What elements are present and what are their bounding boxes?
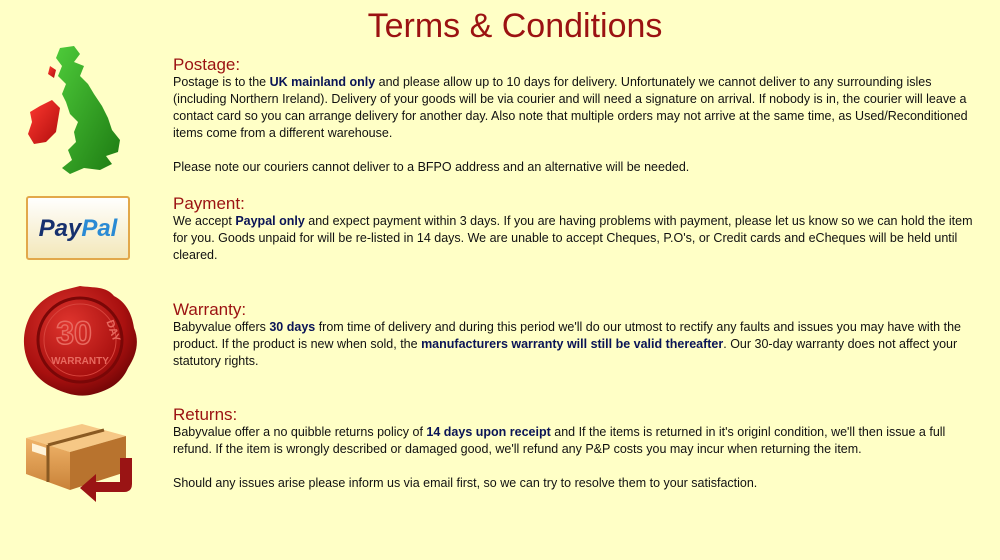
returns-section bbox=[173, 405, 973, 492]
paypal-text-pal: Pal bbox=[81, 215, 118, 242]
payment-emphasis: Paypal only bbox=[235, 214, 305, 228]
seal-warranty-text: WARRANTY bbox=[51, 356, 109, 367]
returns-heading: Returns: bbox=[173, 405, 238, 424]
postage-heading: Postage: bbox=[173, 55, 241, 74]
warranty-seal-icon bbox=[22, 284, 140, 398]
seal-number: 30 bbox=[56, 315, 92, 351]
paypal-text-pay: Pay bbox=[38, 215, 82, 242]
warranty-section bbox=[173, 300, 973, 370]
payment-text: We accept Paypal only and expect payment within 3 days. If you are having problems with payment, please let us know so we can hold the item for you. Goods unpaid for will be re-listed in 14 days. We are unable to accept Cheques, P.O's, or Credit cards and eCheques will be held until cleared. bbox=[173, 214, 973, 262]
warranty-text: Babyvalue offers 30 days from time of delivery and during this period we'll do our utmost to rectify any faults and issues you may have with the product. If the product is new when sold, the manufacturers warranty will still be valid thereafter. Our 30-day warranty does not affect your statutory rights. bbox=[173, 320, 961, 368]
warranty-heading: Warranty: bbox=[173, 300, 247, 319]
warranty-manufacturer-emphasis: manufacturers warranty will still be valid thereafter bbox=[421, 337, 724, 351]
postage-section bbox=[173, 55, 973, 176]
page-title: Terms & Conditions bbox=[367, 7, 663, 45]
svg-text:PayPal bbox=[39, 215, 119, 242]
postage-text: Postage is to the UK mainland only and please allow up to 10 days for delivery. Unfortunately we cannot deliver to any surrounding isles (including Northern Ireland). Delivery of your goods will be via courier and will need a signature on arrival. If nobody is in, the courier will leave a contact card so you can arrange delivery for another day. Also note that multiple orders may not arrive at the same time, as Used/Reconditioned items come from a different warehouse. bbox=[173, 75, 968, 140]
payment-heading: Payment: bbox=[173, 194, 245, 213]
postage-bfpo-note: Please note our couriers cannot deliver to a BFPO address and an alternative will be needed. bbox=[173, 160, 690, 174]
return-parcel-icon bbox=[22, 420, 140, 506]
paypal-logo bbox=[26, 196, 130, 260]
returns-text: Babyvalue offer a no quibble returns policy of 14 days upon receipt and If the items is returned in it's originl condition, we'll then issue a full refund. If the item is wrongly described or damaged good, we'll refund any P&P costs you may incur when returning the item. bbox=[173, 425, 946, 456]
uk-map-icon bbox=[22, 44, 132, 176]
warranty-days-emphasis: 30 days bbox=[269, 320, 316, 334]
postage-emphasis: UK mainland only bbox=[269, 75, 376, 89]
payment-section bbox=[173, 194, 973, 264]
returns-contact-note: Should any issues arise please inform us via email first, so we can try to resolve them to your satisfaction. bbox=[173, 476, 758, 490]
seal-day: DAY bbox=[103, 318, 123, 344]
returns-emphasis: 14 days upon receipt bbox=[426, 425, 551, 439]
